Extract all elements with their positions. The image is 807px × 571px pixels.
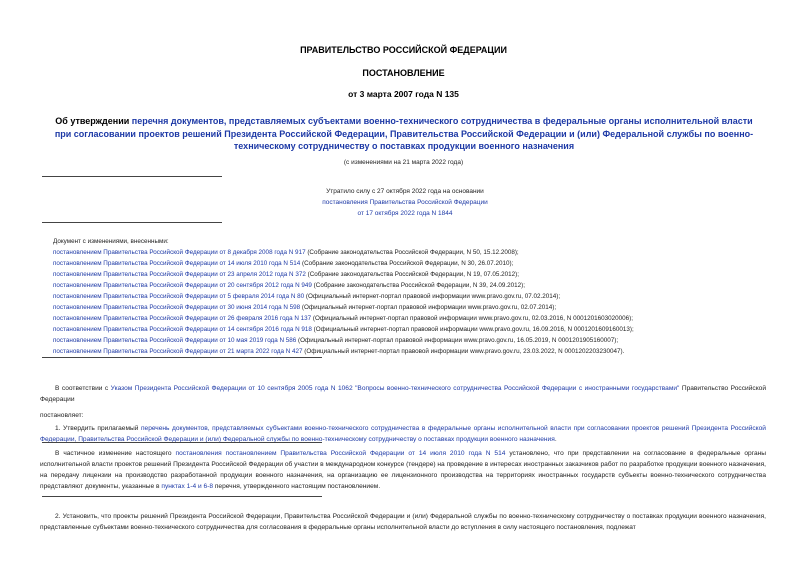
list-item: [53, 280, 634, 291]
title-prefix: Об утверждении: [55, 116, 132, 126]
change-link[interactable]: постановлением Правительства Российской Федерации от 10 мая 2019 года N 586: [53, 337, 297, 344]
item-2-paragraph: 2. Установить, что проекты решений Президента Российской Федерации, Правительства Российской Федерации и (или) Федеральной службы по военно-техническому сотрудничеству о поставках продукции военного назначения, представленные субъектами военно-технического сотрудничества для согласования в федеральные органы исполнительной власти до вступления в силу настоящего постановления, подлежат: [40, 513, 766, 531]
doc-type-heading: ПОСТАНОВЛЕНИЕ: [362, 68, 445, 78]
changes-list: [53, 236, 634, 357]
note-text: В частичное изменение настоящего: [55, 450, 176, 457]
note-link-items[interactable]: пунктах 1-4 и 6-8: [161, 483, 213, 490]
note-text: перечня, утвержденного настоящим постановлением.: [213, 483, 381, 490]
change-link[interactable]: постановлением Правительства Российской Федерации от 20 сентября 2012 года N 949: [53, 282, 312, 289]
preamble-link[interactable]: Указом Президента Российской Федерации от 10 сентября 2005 года N 1062 "Вопросы военно-технического сотрудничества Российской Федерации с иностранными государствами": [110, 385, 680, 392]
list-item: [53, 346, 634, 357]
decree-word: постановляет:: [40, 412, 84, 419]
change-link[interactable]: постановлением Правительства Российской Федерации от 14 сентября 2016 года N 918: [53, 326, 312, 333]
change-link[interactable]: постановлением Правительства Российской Федерации от 5 февраля 2014 года N 80: [53, 293, 305, 300]
list-item: [53, 291, 634, 302]
change-source: (Официальный интернет-портал правовой информации www.pravo.gov.ru, 23.03.2022, N 0001202203230047).: [302, 348, 625, 355]
change-link[interactable]: постановлением Правительства Российской Федерации от 26 февраля 2016 года N 137: [53, 315, 312, 322]
note-link-decree[interactable]: постановления: [175, 450, 222, 457]
note-link-514[interactable]: постановлением Правительства Российской Федерации от 14 июля 2010 года N 514: [225, 450, 506, 457]
item-1-suffix: .: [554, 436, 557, 443]
item-1-link[interactable]: перечень документов, представляемых субъектами военно-технического сотрудничества в федеральные органы исполнительной власти при согласовании проектов решений Президента Российской Федерации, Правительства Российской Федерации и (или) Федеральной службы по военно-техническому сотрудничеству о поставках продукции военного назначения: [40, 425, 766, 443]
list-item: [53, 258, 634, 269]
expired-link-2[interactable]: от 17 октября 2022 года N 1844: [357, 210, 453, 217]
change-link[interactable]: постановлением Правительства Российской Федерации от 8 декабря 2008 года N 917: [53, 249, 306, 256]
changes-intro: Документ с изменениями, внесенными:: [53, 238, 169, 245]
change-source: (Официальный интернет-портал правовой информации www.pravo.gov.ru, 16.09.2016, N 0001201609160013);: [311, 326, 634, 333]
change-source: (Официальный интернет-портал правовой информации www.pravo.gov.ru, 16.05.2019, N 0001201905160007);: [296, 337, 619, 344]
divider-line: [42, 222, 222, 223]
list-item: [53, 324, 634, 335]
list-item: [53, 313, 634, 324]
expired-line: Утратило силу с 27 октября 2022 года на основании: [326, 188, 484, 195]
divider-line: [42, 357, 322, 358]
change-link[interactable]: постановлением Правительства Российской Федерации от 23 апреля 2012 года N 372: [53, 271, 306, 278]
preamble-suffix: Правительство Российской Федерации: [40, 385, 767, 403]
government-heading: ПРАВИТЕЛЬСТВО РОССИЙСКОЙ ФЕДЕРАЦИИ: [300, 45, 507, 55]
divider-line: [42, 442, 322, 443]
list-item: [53, 302, 634, 313]
item-1-prefix: 1. Утвердить прилагаемый: [55, 425, 141, 432]
change-link[interactable]: постановлением Правительства Российской Федерации от 14 июля 2010 года N 514: [53, 260, 301, 267]
amendment-note: (с изменениями на 21 марта 2022 года): [343, 159, 464, 166]
change-source: (Официальный интернет-портал правовой информации www.pravo.gov.ru, 07.02.2014);: [304, 293, 561, 300]
change-link[interactable]: постановлением Правительства Российской Федерации от 21 марта 2022 года N 427: [53, 348, 303, 355]
note-paragraph: [40, 448, 766, 492]
change-source: (Официальный интернет-портал правовой информации www.pravo.gov.ru, 02.03.2016, N 0001201603020006);: [311, 315, 633, 322]
divider-line: [42, 496, 322, 497]
list-item: [53, 335, 634, 346]
expired-notice: [260, 186, 550, 219]
change-source: (Собрание законодательства Российской Федерации, N 50, 15.12.2008);: [305, 249, 519, 256]
doc-date-number: от 3 марта 2007 года N 135: [348, 89, 459, 99]
change-source: (Собрание законодательства Российской Федерации, N 39, 24.09.2012);: [311, 282, 526, 289]
change-source: (Официальный интернет-портал правовой информации www.pravo.gov.ru, 02.07.2014);: [300, 304, 557, 311]
divider-line: [42, 176, 222, 177]
document-title: [48, 115, 760, 153]
change-link[interactable]: постановлением Правительства Российской Федерации от 30 июня 2014 года N 598: [53, 304, 301, 311]
change-source: (Собрание законодательства Российской Федерации, N 19, 07.05.2012);: [305, 271, 519, 278]
list-item: [53, 247, 634, 258]
preamble-paragraph: [40, 383, 766, 405]
change-source: (Собрание законодательства Российской Федерации, N 30, 26.07.2010);: [300, 260, 514, 267]
preamble-prefix: В соответствии с: [55, 385, 111, 392]
note-text: установлено, что при представлении на согласование в федеральные органы исполнительной власти проектов решений Президента Российской Федерации об участии в международном конкурсе (тендере) на проведение в интересах иностранных заказчиков работ по разработке продукции военного назначения, на передачу лицензии на производство разработанной продукции военного назначения, на организацию ее лицензионного производства на территориях иностранных государств субъекты военно-технического сотрудничества представляют документы, указанные в: [40, 450, 766, 490]
list-item: [53, 269, 634, 280]
expired-link-1[interactable]: постановления Правительства Российской Федерации: [322, 199, 488, 206]
title-link[interactable]: перечня документов, представляемых субъектами военно-технического сотрудничества в федеральные органы исполнительной власти при согласовании проектов решений Президента Российской Федерации, Правительства Российской Федерации и (или) Федеральной службы по военно-техническому сотрудничеству о поставках продукции военного назначения: [54, 116, 754, 151]
